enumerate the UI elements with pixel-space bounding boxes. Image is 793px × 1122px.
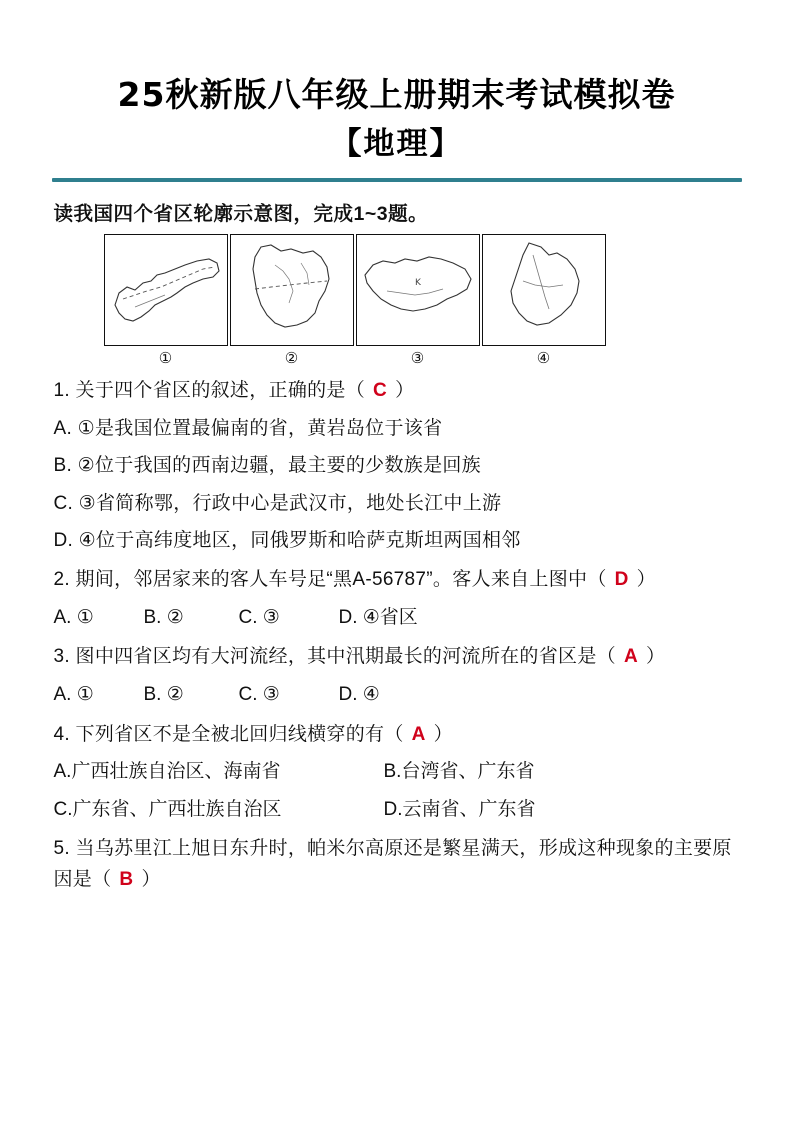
question-3-stem-text: 3. 图中四省区均有大河流经，其中汛期最长的河流所在的省区是（	[53, 646, 616, 668]
figure-4-caption: ④	[536, 350, 551, 367]
question-4-options-row-2	[54, 795, 742, 825]
figure-2	[230, 234, 354, 367]
figure-4	[482, 234, 606, 367]
page-title: 25秋新版八年级上册期末考试模拟卷	[117, 75, 676, 114]
question-2-stem-close: ）	[636, 569, 656, 591]
question-4-stem-text: 4. 下列省区不是全被北回归线横穿的有（	[53, 723, 404, 745]
figure-3-caption: ③	[410, 350, 425, 367]
page-subtitle: 【地理】	[330, 126, 463, 163]
question-4-stem	[54, 720, 742, 751]
question-3-option-a[interactable]: A. ①	[53, 684, 94, 706]
question-3-stem-close: ）	[645, 646, 666, 668]
question-5-stem-close: ）	[141, 868, 161, 890]
question-2-option-a[interactable]: A. ①	[53, 607, 94, 629]
question-3-answer: A	[623, 646, 638, 668]
question-5-stem	[54, 834, 742, 896]
question-5-stem-text: 5. 当乌苏里江上旭日东升时，帕米尔高原还是繁星满天，形成这种现象的主要原因是（	[53, 838, 732, 890]
question-1-option-b[interactable]: B. ②位于我国的西南边疆，最主要的少数族是回族	[53, 455, 481, 477]
province-outline-3	[356, 234, 480, 346]
question-2-option-c[interactable]: C. ③	[238, 607, 280, 629]
question-4-answer: A	[411, 723, 426, 745]
question-1-stem-text: 1. 关于四个省区的叙述，正确的是（	[53, 380, 366, 401]
question-1-option-a[interactable]: A. ①是我国位置最偏南的省，黄岩岛位于该省	[53, 417, 443, 439]
figure-2-caption: ②	[284, 350, 299, 367]
question-3-option-b[interactable]: B. ②	[143, 684, 184, 706]
paper-title-block	[0, 74, 793, 164]
question-3-options	[54, 680, 742, 710]
question-1-option-d[interactable]: D. ④位于高纬度地区，同俄罗斯和哈萨克斯坦两国相邻	[53, 529, 521, 551]
paper-content	[52, 182, 742, 896]
question-3-stem	[54, 642, 742, 673]
province-outline-2	[230, 234, 354, 346]
question-4-options-row-1	[54, 757, 742, 787]
figure-3	[356, 234, 480, 367]
question-1-stem-close: ）	[395, 380, 415, 401]
question-2-stem	[54, 565, 742, 596]
question-5-answer: B	[119, 868, 134, 890]
question-2-stem-text: 2. 期间，邻居家来的客人车号足“黑A-56787”。客人来自上图中（	[53, 569, 607, 591]
question-4-option-a[interactable]: A.广西壮族自治区、海南省	[53, 761, 281, 783]
question-3-option-c[interactable]: C. ③	[238, 684, 280, 706]
province-outline-4	[482, 234, 606, 346]
question-2-option-d[interactable]: D. ④省区	[338, 607, 418, 629]
question-4-option-b[interactable]: B.台湾省、广东省	[383, 761, 535, 783]
reading-instruction: 读我国四个省区轮廓示意图，完成1~3题。	[53, 203, 429, 225]
question-4-option-c[interactable]: C.广东省、广西壮族自治区	[53, 798, 282, 820]
figure-1-caption: ①	[158, 350, 173, 367]
question-2-option-b[interactable]: B. ②	[143, 607, 184, 629]
question-1-option-c[interactable]: C. ③省简称鄂，行政中心是武汉市，地处长江中上游	[53, 492, 502, 514]
province-outline-figure-row	[104, 234, 742, 367]
question-1-answer: C	[373, 380, 388, 401]
province-outline-1	[104, 234, 228, 346]
question-2-answer: D	[614, 569, 629, 591]
question-4-option-d[interactable]: D.云南省、广东省	[383, 798, 536, 820]
question-2-options	[54, 603, 742, 633]
svg-text:K: K	[414, 278, 421, 288]
figure-1	[104, 234, 228, 367]
question-1-stem	[54, 376, 742, 407]
question-4-stem-close: ）	[433, 723, 453, 745]
question-3-option-d[interactable]: D. ④	[338, 684, 380, 706]
